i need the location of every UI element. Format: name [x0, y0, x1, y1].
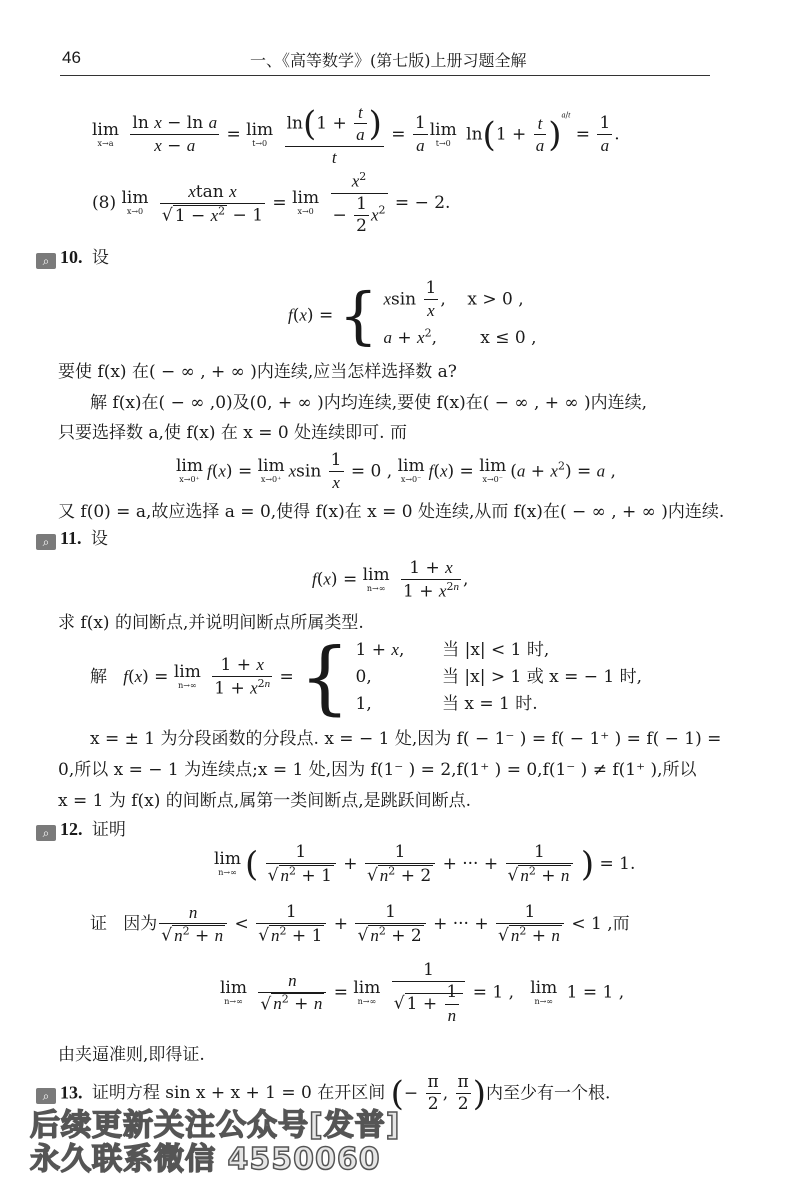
magnifier-icon: ⌕ [36, 534, 56, 550]
p10-question: 要使 f(x) 在( − ∞ , + ∞ )内连续,应当怎样选择数 a? [58, 362, 457, 382]
p10-solution-line3: 又 f(0) = a,故应选择 a = 0,使得 f(x)在 x = 0 处连续,从而 f(x)在( − ∞ , + ∞ )内连续. [58, 502, 725, 522]
p10-limits-formula: lim x→0⁺ f(x) = lim x→0⁺ xsin $\frac{1}{x}$ = 0 , lim x→0⁻ f(x) = lim x→0⁻ $(a + x^2) = a$ , [176, 450, 616, 493]
watermark-line2: 永久联系微信 4550060 [30, 1142, 381, 1177]
p12-limit-formula: lim n→∞ $\frac{n}{√ n^2 + n}$ = lim n→∞ 1 √ 1 + $\frac{1}{n}$ = 1 , lim n→∞ 1 = 1 , [220, 960, 625, 1025]
p12-proof-inequality: 证 因为 $\frac{n}{√ n^2 + n}$ < $\frac{1}{√ n^2 + 1}$ + $\frac{1}{√ n^2 + 2}$ + ··· + $\frac{1}{√ n^2 + n}$ < 1 ,而 [90, 902, 630, 946]
running-title: 一、《高等数学》(第七版)上册习题全解 [250, 51, 527, 70]
watermark-line1: 后续更新关注公众号[发普] [30, 1108, 401, 1143]
p12-conclusion: 由夹逼准则,即得证. [58, 1045, 205, 1065]
p11-piecewise: 解 f(x) = lim n→∞ $\frac{1 + x}{1 + x^{2n}}$ = { 1 + x, 当 |x| < 1 时, 0, 当 |x| > 1 或 x = − 1 时, 1, 当 x = 1 时. [90, 630, 643, 724]
problem-10-heading: ⌕ 10. 设 [36, 243, 109, 269]
formula-8: (8) lim x→0 $\frac{\text{xtan x}}{√ 1 - x^2 - 1}$ = lim x→0 $x^2$ − $\frac{1}{2}$ $x^2$ = − 2. [92, 170, 451, 237]
p10-piecewise: f(x) = { xsin $\frac{1}{x}$ , x > 0 , $a + x^2$, x ≤ 0 , [288, 278, 537, 352]
problem-11-heading: ⌕ 11. 设 [36, 524, 108, 550]
header-rule [60, 75, 710, 76]
p10-solution-line2: 只要选择数 a,使 f(x) 在 x = 0 处连续即可. 而 [58, 423, 407, 443]
p12-statement: lim n→∞ ( $\frac{1}{√ n^2 + 1}$ + $\frac{1}{√ n^2 + 2}$ + ··· + $\frac{1}{√ n^2 + n}$ ) = 1. [214, 842, 636, 886]
p11-question: 求 f(x) 的间断点,并说明间断点所属类型. [58, 613, 364, 633]
p10-solution-line1: 解 f(x)在( − ∞ ,0)及(0, + ∞ )内均连续,要使 f(x)在( − ∞ , + ∞ )内连续, [90, 393, 648, 413]
magnifier-icon: ⌕ [36, 825, 56, 841]
problem-13-heading: ⌕ 13. 证明方程 sin x + x + 1 = 0 在开区间 (− $\frac{\pi}{2}$ , $\frac{\pi}{2}$ )内至少有一个根. [36, 1072, 610, 1116]
p11-solution-line3: x = 1 为 f(x) 的间断点,属第一类间断点,是跳跃间断点. [58, 791, 472, 811]
magnifier-icon: ⌕ [36, 253, 56, 269]
p11-definition: f(x) = lim n→∞ $\frac{1 + x}{1 + x^{2n}}$ , [312, 558, 469, 602]
page-number: 46 [62, 48, 81, 67]
p11-solution-line2: 0,所以 x = − 1 为连续点;x = 1 处,因为 f(1⁻ ) = 2,f(1⁺ ) = 0,f(1⁻ ) ≠ f(1⁺ ),所以 [58, 760, 697, 780]
p11-solution-line1: x = ± 1 为分段函数的分段点. x = − 1 处,因为 f( − 1⁻ ) = f( − 1⁺ ) = f( − 1) = [90, 729, 722, 749]
magnifier-icon: ⌕ [36, 1088, 56, 1104]
problem-12-heading: ⌕ 12. 证明 [36, 815, 126, 841]
formula-log-limit: lim x→a $\frac{\text{ln x − ln a}}{x - a}$ = lim t→0 ln(1 + $\frac{t}{a}$ ) t = $\frac{1}{a}$ lim t→0 ln(1 + $\frac{t}{a}$ )$^{a/t}$ = $\frac{1}{a}$ . [92, 103, 620, 167]
